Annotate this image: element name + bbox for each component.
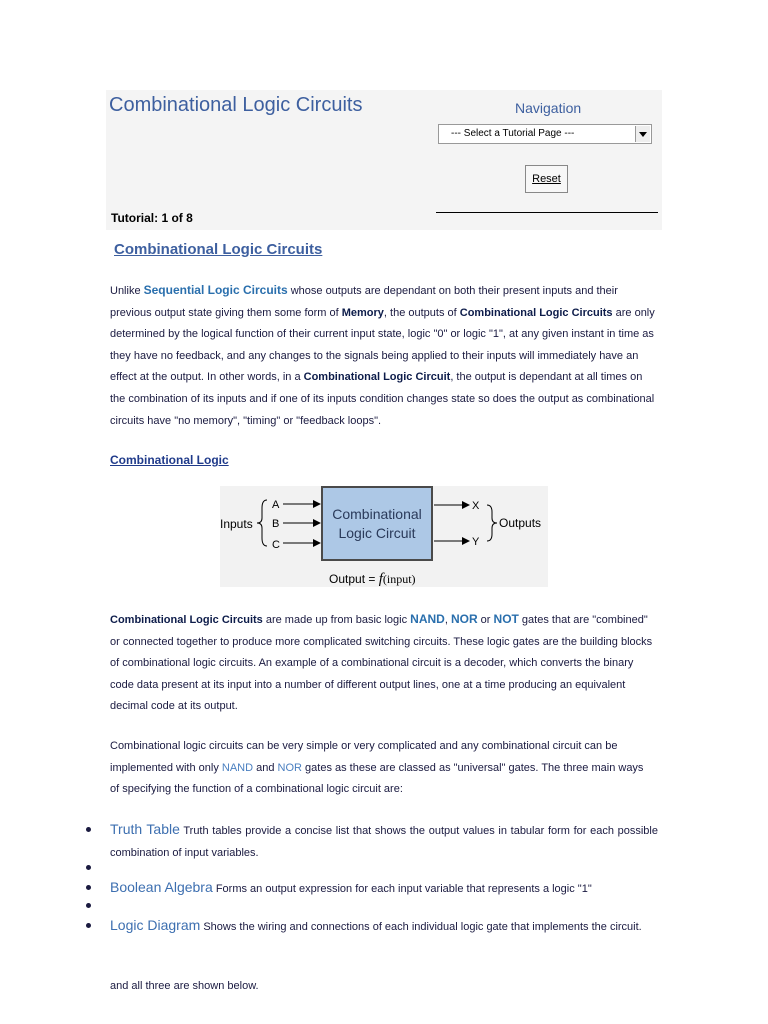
nand-link[interactable]: NAND	[221, 761, 254, 774]
formula-argument: (input)	[382, 572, 416, 586]
intro-text-3: , the outputs of	[383, 306, 460, 319]
universal-gates-paragraph	[110, 736, 655, 801]
inputs-brace	[257, 500, 267, 546]
para3-text-1: Combinational logic circuits can be very simple or very complicated and any combinational circuit can be implemented with only	[110, 740, 618, 774]
nor-link[interactable]: NOR	[450, 612, 478, 626]
bullet-icon	[86, 903, 91, 908]
para2-text-2: ,	[444, 614, 451, 626]
bullet-icon	[86, 827, 91, 832]
intro-text-2: whose outputs are dependant on both their present inputs and their previous output state giving them some form of	[110, 285, 618, 319]
boolean-algebra-text: Forms an output expression for each input variable that represents a logic "1"	[212, 883, 592, 895]
logic-diagram-text: Shows the wiring and connections of each individual logic gate that implements the circuit.	[200, 921, 642, 933]
list-item-truth-table	[110, 818, 658, 864]
list-item-logic-diagram	[110, 914, 658, 938]
truth-table-link[interactable]: Truth Table	[110, 821, 180, 837]
outputs-brace	[487, 505, 497, 541]
formula-function: f	[378, 571, 383, 587]
para3-text-2: and	[253, 761, 278, 774]
circuit-box-line-2: Logic Circuit	[338, 525, 416, 541]
combinational-term: Combinational Logic Circuits	[110, 614, 263, 626]
truth-table-text: Truth tables provide a concise list that shows the output values in tabular form for each possible combination of input variables.	[110, 825, 658, 859]
memory-term: Memory	[341, 306, 384, 319]
sequential-logic-link[interactable]: Sequential Logic Circuits	[143, 283, 288, 297]
para3-text-3: gates as these are classed as "universal" gates. The three main ways of specifying the function of a combinational logic circuit are:	[110, 761, 644, 796]
output-y-label: Y	[472, 536, 480, 548]
combinational-term: Combinational Logic Circuits	[459, 306, 613, 319]
bullet-icon	[86, 865, 91, 870]
circuit-box-line-1: Combinational	[332, 506, 422, 522]
tutorial-count: Tutorial: 1 of 8	[111, 211, 193, 225]
closing-text: and all three are shown below.	[110, 980, 259, 992]
output-formula	[329, 571, 416, 587]
diagram-svg	[220, 486, 548, 587]
intro-text-1: Unlike	[110, 285, 144, 297]
input-c-label: C	[272, 539, 280, 551]
inputs-label: Inputs	[220, 517, 253, 531]
page-title: Combinational Logic Circuits	[109, 94, 363, 116]
logic-diagram-link[interactable]: Logic Diagram	[110, 917, 201, 933]
not-link[interactable]: NOT	[493, 612, 519, 626]
intro-text-4: are only determined by the logical function of their current input state, logic "0" or logic "1", at any given instant in time as they have no feedback, and any changes to the signals being applied to their inputs will immediately have an effect at the output. In other words, in a	[110, 306, 655, 384]
intro-text-5: , the output is dependant at all times on the combination of its inputs and if one of its inputs condition changes state so does the output as combinational circuits have "no memory", "timing" or "feedback loops".	[110, 371, 655, 427]
combinational-logic-heading[interactable]: Combinational Logic	[110, 453, 229, 467]
para2-text-1: are made up from basic logic	[262, 614, 411, 626]
nand-link[interactable]: NAND	[410, 612, 445, 626]
nor-link[interactable]: NOR	[277, 761, 302, 774]
section-title[interactable]: Combinational Logic Circuits	[114, 241, 323, 258]
tutorial-page-select-value: --- Select a Tutorial Page ---	[451, 128, 575, 139]
bullet-icon	[86, 885, 91, 890]
combinational-circuit-term: Combinational Logic Circuit	[303, 371, 451, 384]
divider	[436, 212, 658, 213]
para2-text-3: or	[477, 614, 494, 626]
reset-button[interactable]	[525, 165, 568, 193]
gates-paragraph	[110, 609, 655, 718]
bullet-icon	[86, 923, 91, 928]
boolean-algebra-link[interactable]: Boolean Algebra	[110, 879, 213, 895]
tutorial-page-select[interactable]	[438, 124, 652, 144]
circuit-box	[322, 487, 432, 560]
formula-prefix: Output =	[329, 572, 379, 586]
intro-paragraph	[110, 280, 655, 432]
input-b-label: B	[272, 518, 280, 530]
combinational-logic-diagram	[220, 486, 548, 587]
input-a-label: A	[272, 499, 280, 511]
para2-text-4: gates that are "combined" or connected together to produce more complicated switching circuits. These logic gates are the building blocks of combinational logic circuits. An example of a combinational circuit is a decoder, which converts the binary code data present at its input into a number of different output lines, one at a time producing an equivalent decimal code at its output.	[110, 614, 653, 713]
output-x-label: X	[472, 500, 480, 512]
chevron-down-icon[interactable]	[635, 126, 650, 142]
navigation-heading: Navigation	[515, 100, 582, 116]
outputs-label: Outputs	[499, 516, 542, 530]
reset-button-label: Reset	[532, 173, 561, 185]
list-item-boolean-algebra	[110, 876, 658, 900]
